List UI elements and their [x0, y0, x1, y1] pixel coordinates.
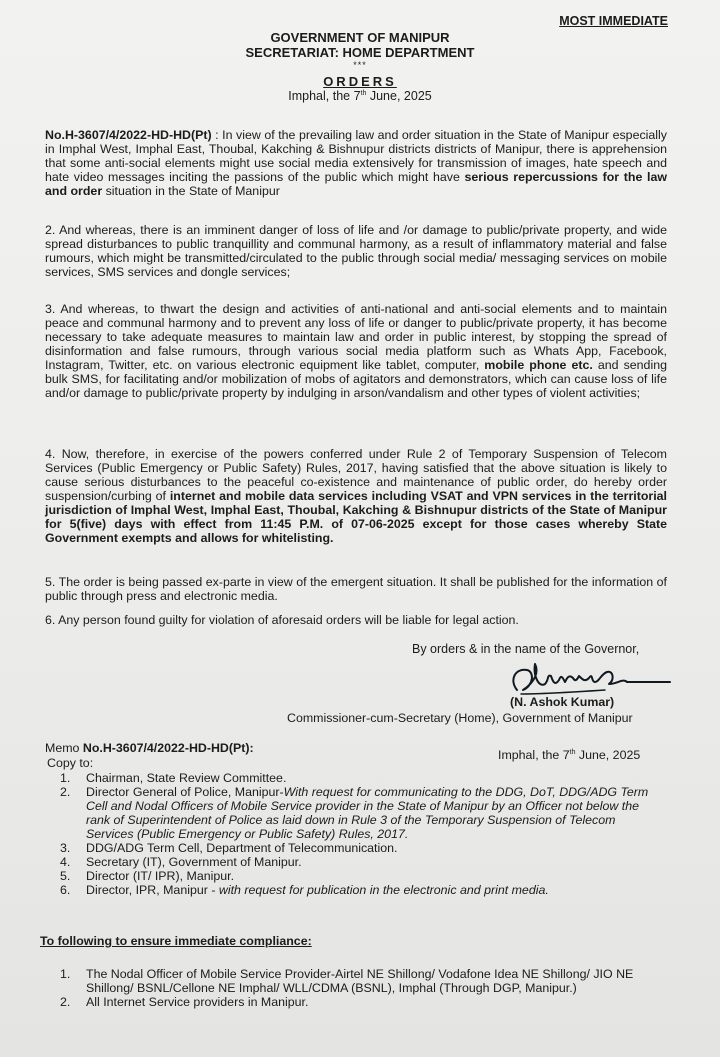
memo-date: [498, 748, 640, 762]
copy-list: [60, 771, 660, 897]
memo-reference: No.H-3607/4/2022-HD-HD(Pt):: [82, 741, 254, 755]
copy-text: Director General of Police, Manipur-: [86, 785, 284, 799]
copy-italic: with request for publication in the electronic and print media.: [218, 883, 549, 897]
copy-text: Director (IT/ IPR), Manipur.: [86, 869, 235, 883]
copy-italic: With request for communicating to the DDG, DoT, DDG/ADG Term Cell and Nodal Officers of Mobile Service provider in the State of Manipur by an Officer not below the rank of Superintendent of Police as laid down in Rule 3 of the Temporary Suspension of Telecom Services (Public Emergency or Public Safety) Rules, 2017.: [86, 785, 649, 841]
copy-text: Secretary (IT), Government of Manipur.: [86, 855, 302, 869]
list-number: 1.: [60, 967, 71, 981]
list-number: 2.: [60, 995, 71, 1009]
list-text: [86, 869, 660, 883]
list-text: [86, 771, 660, 785]
list-text: All Internet Service providers in Manipur.: [86, 995, 309, 1009]
government-title: GOVERNMENT OF MANIPUR: [270, 30, 450, 45]
orders-heading: ORDERS: [323, 74, 397, 89]
paragraph-4-bold: internet and mobile data services including VSAT and VPN services in the territorial jurisdiction of Imphal West, Imphal East, Thoubal, Kakching & Bishnupur districts of the State of Manipur for 5(five) days with effect from 11:45 P.M. of 07-06-2025 except for those cases whereby State Government exempts and allows for whitelisting.: [45, 489, 667, 545]
memo-date-suffix: th: [569, 748, 576, 756]
memo-line: [45, 741, 254, 755]
header-stars: ***: [353, 60, 367, 70]
list-text: [86, 855, 660, 869]
list-text: [86, 841, 660, 855]
letterhead: [0, 30, 720, 103]
paragraph-3-tail: and sending bulk SMS, for facilitating and/or mobilization of mobs of agitators and demonstrators, which can cause loss of life and/or damage to public/private property by indulging in arson/vandalism and other types of violent activities;: [45, 358, 667, 400]
list-number: 5.: [60, 869, 71, 883]
paragraph-2: 2. And whereas, there is an imminent danger of loss of life and /or damage to public/private property, and wide spread disturbances to public tranquillity and communal harmony, as a result of inflammatory material and false rumours, which might be transmitted/circulated to the public through social media/ messaging services on mobile services, SMS services and dongle services;: [45, 223, 667, 279]
order-date-place: Imphal, the 7: [288, 89, 361, 103]
memo-date-place: Imphal, the 7: [498, 748, 570, 762]
paragraph-4-text: 4. Now, therefore, in exercise of the powers conferred under Rule 2 of Temporary Suspension of Telecom Services (Public Emergency or Public Safety) Rules, 2017, having satisfied that the above situation is likely to cause serious disturbances to the peaceful co-existence and maintenance of public order, do hereby order suspension/curbing of: [45, 447, 667, 503]
order-date-suffix: th: [360, 89, 367, 97]
list-item: [60, 841, 660, 855]
list-item: [60, 771, 660, 785]
paragraph-1: [45, 128, 667, 198]
copy-text: Director, IPR, Manipur -: [86, 883, 219, 897]
memo-date-rest: June, 2025: [575, 748, 641, 762]
paragraph-3: [45, 302, 667, 400]
list-text: [86, 883, 660, 897]
signatory-title: Commissioner-cum-Secretary (Home), Government of Manipur: [287, 711, 633, 725]
signatory-name: (N. Ashok Kumar): [510, 695, 615, 709]
order-date-rest: June, 2025: [369, 89, 432, 103]
paragraph-5: 5. The order is being passed ex-parte in view of the emergent situation. It shall be published for the information of public through press and electronic media.: [45, 575, 667, 603]
list-text: [86, 785, 660, 841]
department-title: SECRETARIAT: HOME DEPARTMENT: [245, 45, 475, 60]
paragraph-4: [45, 447, 667, 545]
list-number: 2.: [60, 785, 71, 799]
compliance-heading: To following to ensure immediate compliance:: [40, 934, 312, 948]
list-number: 4.: [60, 855, 71, 869]
paragraph-3-bold: mobile phone etc.: [484, 358, 593, 372]
list-item: [60, 883, 660, 897]
list-item: [60, 855, 660, 869]
list-text: The Nodal Officer of Mobile Service Provider-Airtel NE Shillong/ Vodafone Idea NE Shillong/ JIO NE Shillong/ BSNL/Cellone NE Imphal/ WLL/CDMA (BSNL), Imphal (Through DGP, Manipur.): [86, 967, 634, 995]
copy-text: Chairman, State Review Committee.: [86, 771, 287, 785]
paragraph-1-tail: situation in the State of Manipur: [102, 184, 280, 198]
order-reference: No.H-3607/4/2022-HD-HD(Pt): [45, 128, 212, 142]
list-number: 6.: [60, 883, 71, 897]
paragraph-3-text: 3. And whereas, to thwart the design and activities of anti-national and anti-social elements and to maintain peace and communal harmony and to prevent any loss of life or danger to public/private property, it has become necessary to take adequate measures to maintain law and order in public interest, by stopping the spread of disinformation and false rumours, through various social media platform such as Whats App, Facebook, Instagram, Twitter, etc. on various electronic equipment like tablet, computer,: [45, 302, 667, 372]
priority-label: MOST IMMEDIATE: [559, 14, 668, 28]
list-item: [60, 967, 660, 995]
paragraph-1-text: : In view of the prevailing law and order situation in the State of Manipur especially in Imphal West, Imphal East, Thoubal, Kakching & Bishnupur districts districts of Manipur, there is apprehension that some anti-social elements might use social media extensively for transmission of images, hate speech and hate video messages inciting the passions of the public which might have: [45, 128, 667, 184]
signoff-line: By orders & in the name of the Governor,: [412, 642, 640, 656]
list-item: [60, 869, 660, 883]
compliance-list: [60, 967, 660, 1009]
list-number: 3.: [60, 841, 71, 855]
order-date: [0, 89, 720, 103]
list-item: [60, 995, 660, 1009]
list-number: 1.: [60, 771, 71, 785]
list-item: [60, 785, 660, 841]
memo-prefix: Memo: [45, 741, 83, 755]
copy-to-label: Copy to:: [47, 756, 94, 770]
copy-text: DDG/ADG Term Cell, Department of Telecommunication.: [86, 841, 398, 855]
paragraph-1-bold: serious repercussions for the law and order: [45, 170, 667, 198]
paragraph-6: 6. Any person found guilty for violation of aforesaid orders will be liable for legal action.: [45, 613, 519, 627]
